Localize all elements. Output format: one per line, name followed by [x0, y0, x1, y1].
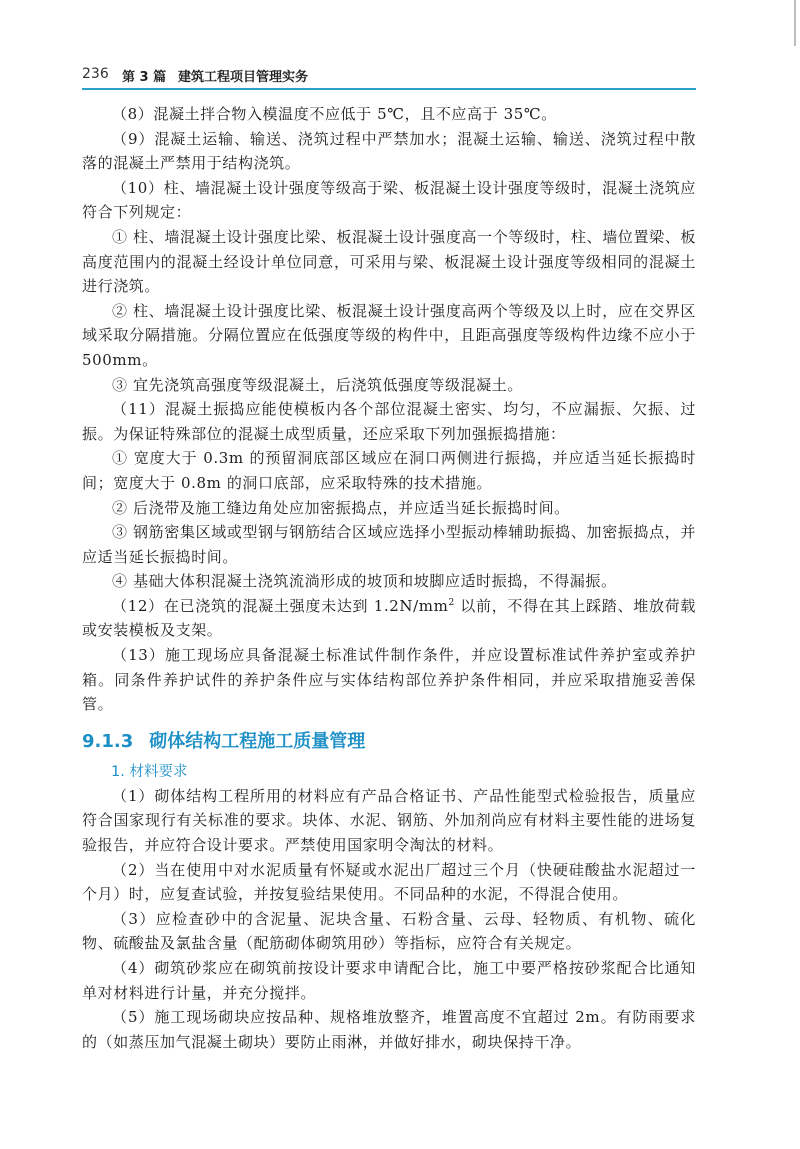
section-title: 砌体结构工程施工质量管理 [149, 730, 366, 752]
part-title: 建筑工程项目管理实务 [178, 70, 309, 85]
section-number: 9.1.3 [82, 730, 134, 752]
page-body [82, 102, 696, 1054]
page-edge-mark [794, 0, 796, 46]
running-header [82, 66, 696, 90]
paragraph-8: （8）混凝土拌合物入模温度不应低于 5℃，且不应高于 35℃。 [112, 105, 557, 123]
paragraph-9: （9）混凝土运输、输送、浇筑过程中严禁加水；混凝土运输、输送、浇筑过程中散落的混凝土严禁用于结构浇筑。 [82, 129, 696, 173]
section-paragraph-3: （3）应检查砂中的含泥量、泥块含量、石粉含量、云母、轻物质、有机物、硫化物、硫酸盐及氯盐含量（配筋砌体砌筑用砂）等指标，应符合有关规定。 [82, 909, 696, 953]
paragraph-13: （13）施工现场应具备混凝土标准试件制作条件，并应设置标准试件养护室或养护箱。同条件养护试件的养护条件应与实体结构部位养护条件相同，并应采取措施妥善保管。 [82, 646, 696, 714]
paragraph-11-item-4: ④ 基础大体积混凝土浇筑流淌形成的坡顶和坡脚应适时振捣，不得漏振。 [112, 572, 617, 591]
paragraph-11-item-2: ② 后浇带及施工缝边角处应加密振捣点，并应适当延长振捣时间。 [112, 498, 570, 517]
paragraph-11: （11）混凝土振捣应能使模板内各个部位混凝土密实、均匀，不应漏振、欠振、过振。为保证特殊部位的混凝土成型质量，还应采取下列加强振捣措施： [82, 400, 696, 443]
paragraph-10-item-1: ① 柱、墙混凝土设计强度比梁、板混凝土设计强度高一个等级时，柱、墙位置梁、板高度范围内的混凝土经设计单位同意，可采用与梁、板混凝土设计强度等级相同的混凝土进行浇筑。 [82, 227, 696, 296]
paragraph-12-text-a: （12）在已浇筑的混凝土强度未达到 1.2N/mm [112, 596, 449, 615]
section-paragraph-1: （1）砌体结构工程所用的材料应有产品合格证书、产品性能型式检验报告，质量应符合国家现行有关标准的要求。块体、水泥、钢筋、外加剂尚应有材料主要性能的进场复验报告，并应符合设计要求。严禁使用国家明令淘汰的材料。 [82, 786, 696, 855]
part-label: 第 3 篇 [122, 70, 167, 85]
section-paragraph-5: （5）施工现场砌块应按品种、规格堆放整齐，堆置高度不宜超过 2m。有防雨要求的（如蒸压加气混凝土砌块）要防止雨淋，并做好排水，砌块保持干净。 [82, 1008, 696, 1051]
paragraph-12 [82, 594, 696, 643]
paragraph-10-item-3: ③ 宜先浇筑高强度等级混凝土，后浇筑低强度等级混凝土。 [112, 375, 523, 394]
section-paragraph-2: （2）当在使用中对水泥质量有怀疑或水泥出厂超过三个月（快硬硅酸盐水泥超过一个月）时，应复查试验，并按复验结果使用。不同品种的水泥，不得混合使用。 [82, 860, 696, 904]
subsection-heading: 1. 材料要求 [111, 763, 188, 780]
section-paragraph-4: （4）砌筑砂浆应在砌筑前按设计要求申请配合比，施工中要严格按砂浆配合比通知单对材料进行计量，并充分搅拌。 [82, 959, 696, 1002]
paragraph-11-item-1: ① 宽度大于 0.3m 的预留洞底部区域应在洞口两侧进行振捣，并应适当延长振捣时间；宽度大于 0.8m 的洞口底部，应采取特殊的技术措施。 [82, 449, 696, 492]
paragraph-10: （10）柱、墙混凝土设计强度等级高于梁、板混凝土设计强度等级时，混凝土浇筑应符合下列规定： [82, 178, 696, 222]
paragraph-11-item-3: ③ 钢筋密集区域或型钢与钢筋结合区域应选择小型振动棒辅助振捣、加密振捣点，并应适当延长振捣时间。 [82, 523, 696, 566]
paragraph-12-text-b: 以前，不得在其上踩踏、堆放荷载或安装模板及支架。 [82, 596, 696, 640]
paragraph-10-item-2: ② 柱、墙混凝土设计强度比梁、板混凝土设计强度高两个等级及以上时，应在交界区域采取分隔措施。分隔位置应在低强度等级的构件中，且距高强度等级构件边缘不应小于 500mm。 [82, 301, 696, 369]
section-heading [82, 728, 696, 756]
page-number: 236 [82, 66, 109, 82]
superscript-exponent: 2 [448, 597, 455, 608]
header-rule [82, 88, 696, 90]
